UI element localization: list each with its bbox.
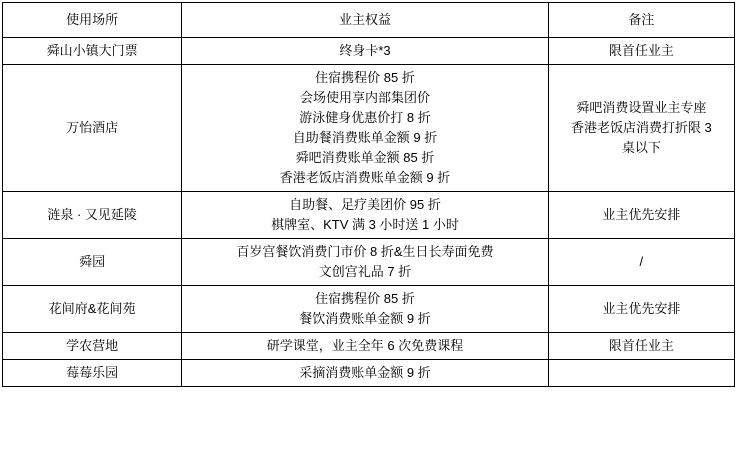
table-row — [3, 65, 735, 192]
cell-remark: 业主优先安排 — [548, 192, 734, 239]
cell-benefit: 住宿携程价 85 折 会场使用享内部集团价 游泳健身优惠价打 8 折 自助餐消费账单金额 9 折 舜吧消费账单金额 85 折 香港老饭店消费账单金额 9 折 — [182, 65, 549, 192]
cell-benefit: 自助餐、足疗美团价 95 折 棋牌室、KTV 满 3 小时送 1 小时 — [182, 192, 549, 239]
table-row — [3, 239, 735, 286]
table-row — [3, 38, 735, 65]
table-row — [3, 333, 735, 360]
cell-place: 舜园 — [3, 239, 182, 286]
cell-remark: 限首任业主 — [548, 38, 734, 65]
table-row — [3, 360, 735, 387]
cell-remark: 舜吧消费设置业主专座 香港老饭店消费打折限 3 桌以下 — [548, 65, 734, 192]
table-header-row — [3, 3, 735, 38]
cell-remark: 限首任业主 — [548, 333, 734, 360]
column-header-remark: 备注 — [548, 3, 734, 38]
column-header-place: 使用场所 — [3, 3, 182, 38]
cell-benefit: 采摘消费账单金额 9 折 — [182, 360, 549, 387]
owner-benefits-table — [2, 2, 735, 387]
cell-place: 莓莓乐园 — [3, 360, 182, 387]
cell-place: 万怡酒店 — [3, 65, 182, 192]
cell-remark — [548, 360, 734, 387]
cell-place: 涟泉 · 又见延陵 — [3, 192, 182, 239]
cell-benefit: 百岁宫餐饮消费门市价 8 折&生日长寿面免费 文创宫礼品 7 折 — [182, 239, 549, 286]
cell-place: 花间府&花间苑 — [3, 286, 182, 333]
cell-place: 舜山小镇大门票 — [3, 38, 182, 65]
table-row — [3, 192, 735, 239]
table-row — [3, 286, 735, 333]
cell-benefit: 终身卡*3 — [182, 38, 549, 65]
cell-benefit: 住宿携程价 85 折 餐饮消费账单金额 9 折 — [182, 286, 549, 333]
cell-remark: 业主优先安排 — [548, 286, 734, 333]
cell-benefit: 研学课堂，业主全年 6 次免费课程 — [182, 333, 549, 360]
cell-place: 学农营地 — [3, 333, 182, 360]
cell-remark: / — [548, 239, 734, 286]
column-header-benefit: 业主权益 — [182, 3, 549, 38]
